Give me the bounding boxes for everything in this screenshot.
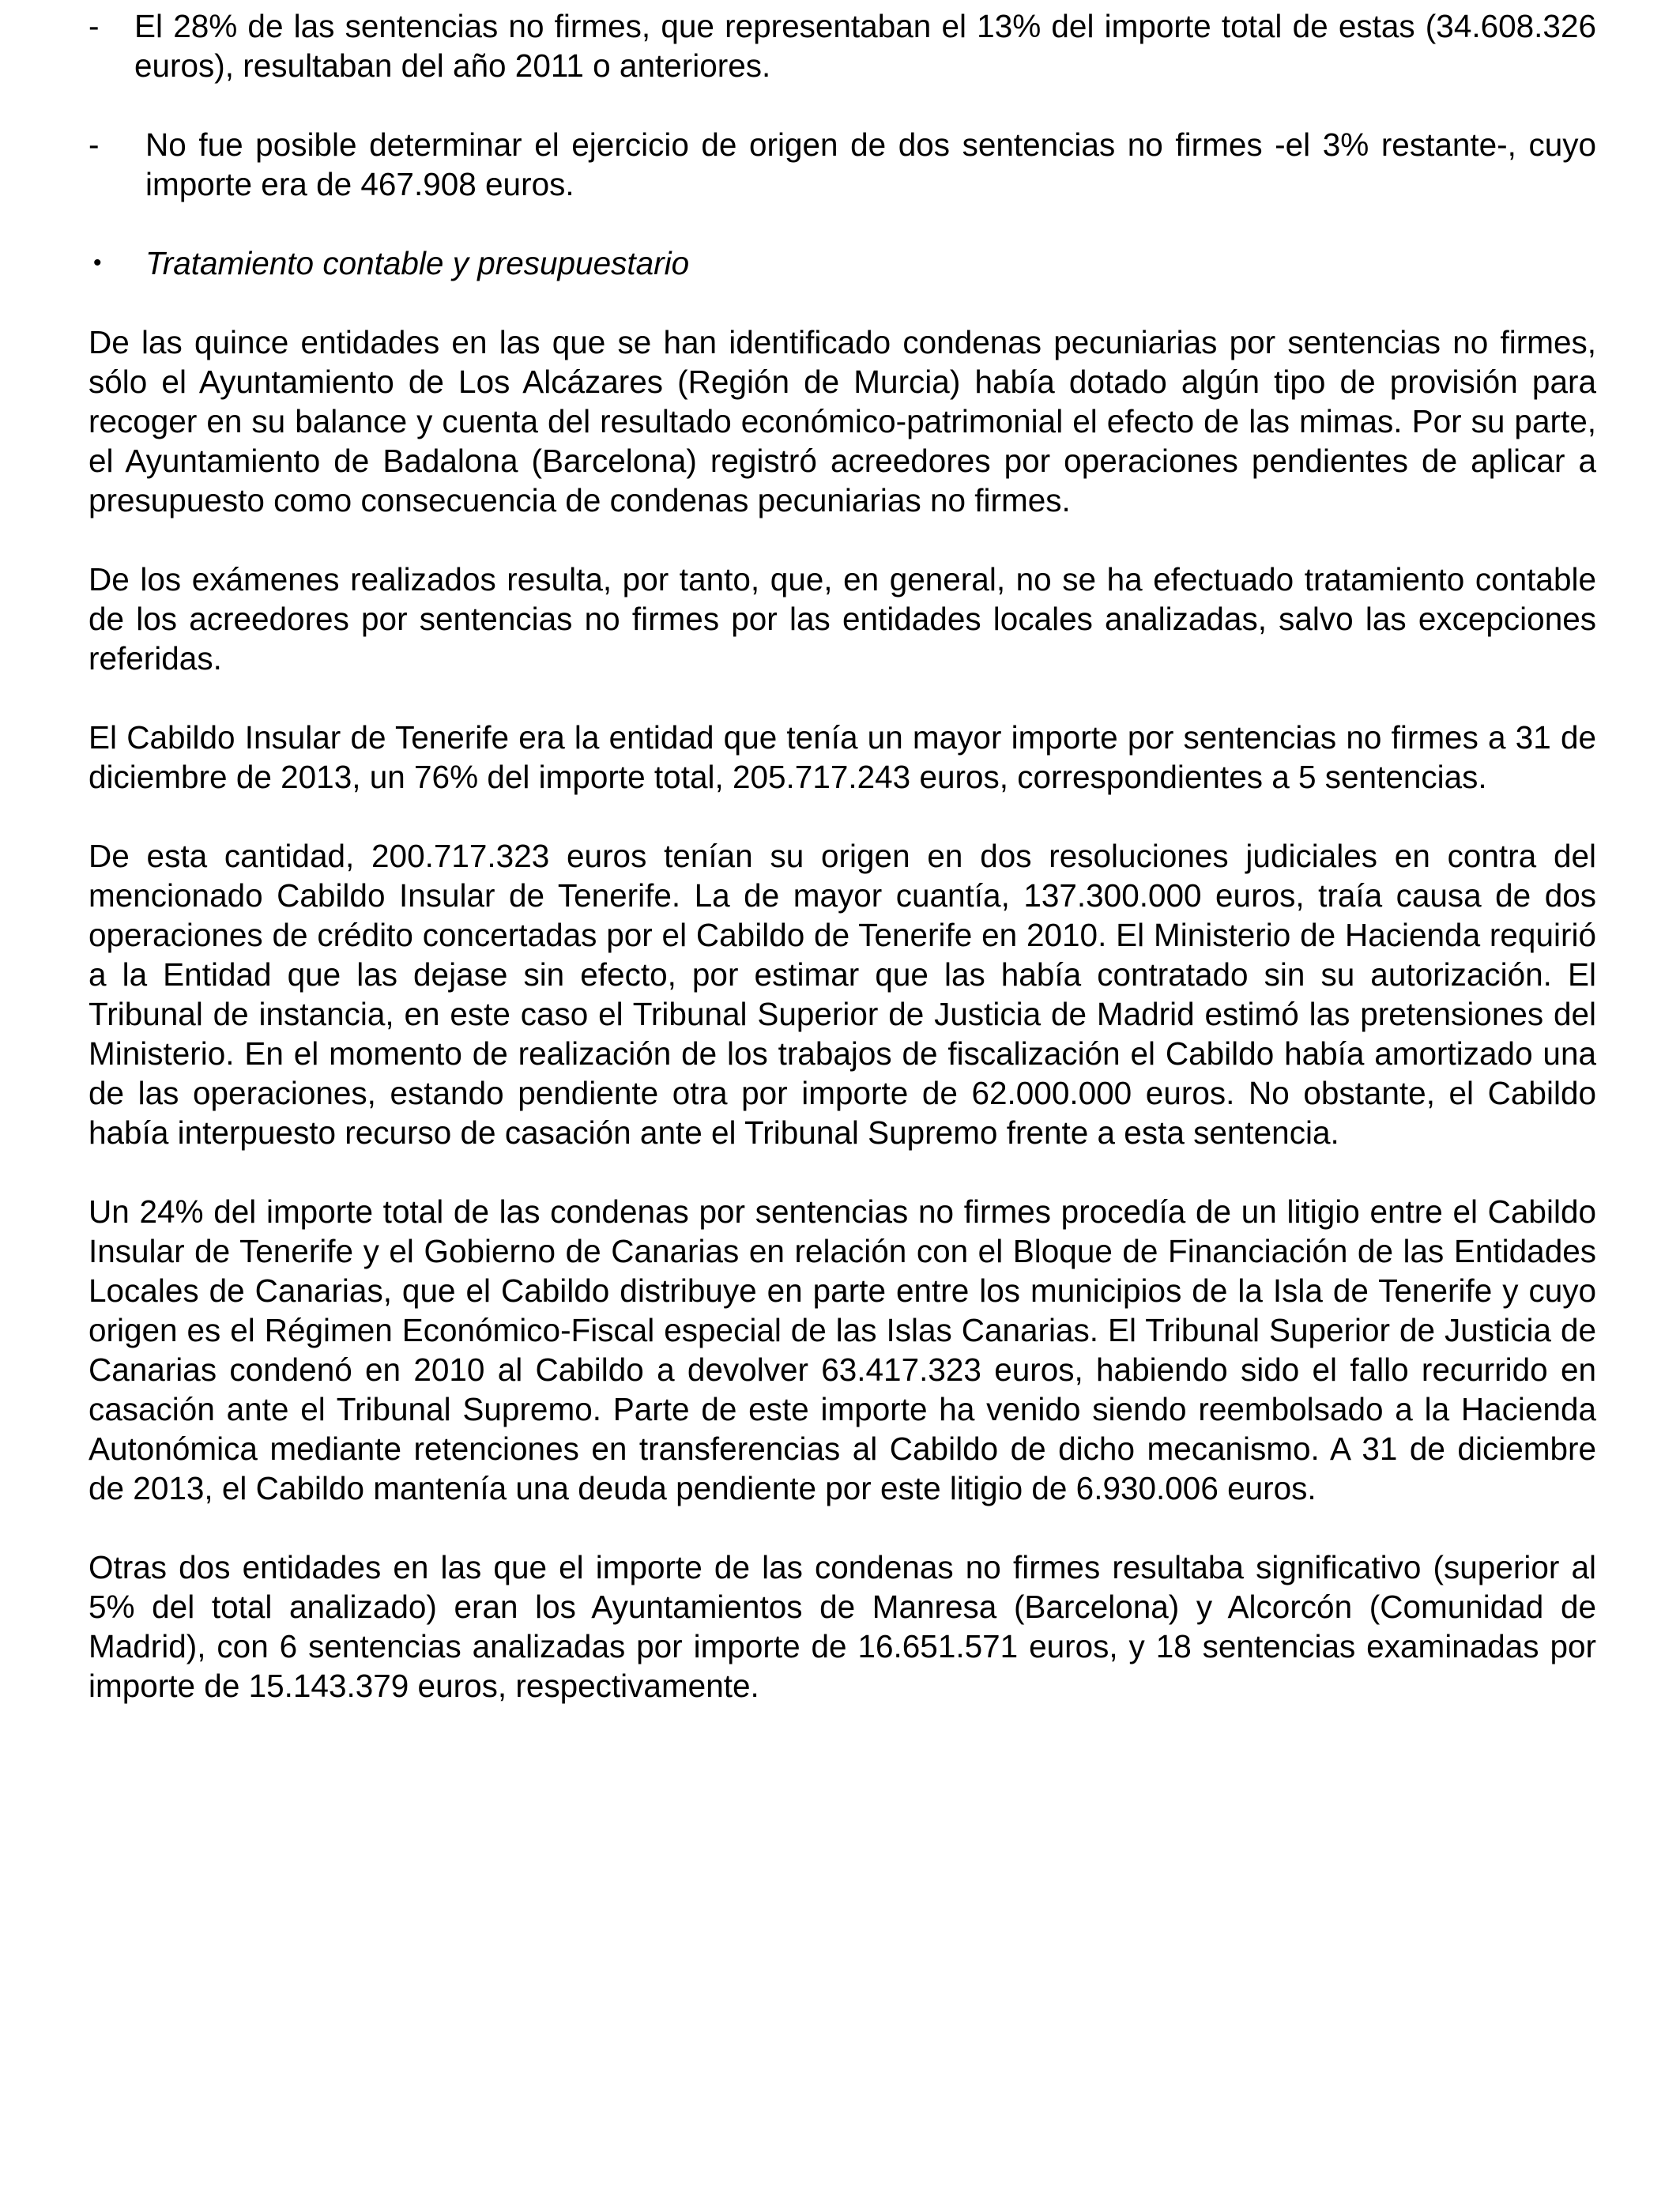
paragraph: De las quince entidades en las que se han identificado condenas pecuniarias por sentencias no firmes, sólo el Ayuntamiento de Los Alcázares (Región de Murcia) había dotado algún tipo de provisión para recoger en su balance y cuenta del resultado económico-patrimonial el efecto de las mimas. Por su parte, el Ayuntamiento de Badalona (Barcelona) registró acreedores por operaciones pendientes de aplicar a presupuesto como consecuencia de condenas pecuniarias no firmes. [89, 324, 1596, 518]
list-item [89, 125, 1596, 204]
dash-marker: - [89, 126, 100, 163]
bullet-marker: • [93, 250, 102, 276]
paragraph: El Cabildo Insular de Tenerife era la entidad que tenía un mayor importe por sentencias no firmes a 31 de diciembre de 2013, un 76% del importe total, 205.717.243 euros, correspondientes a 5 sentencias. [89, 719, 1596, 795]
list-item [89, 6, 1596, 85]
spacer [89, 85, 1596, 125]
spacer [89, 204, 1596, 243]
paragraph: De esta cantidad, 200.717.323 euros tenían su origen en dos resoluciones judiciales en contra del mencionado Cabildo Insular de Tenerife. La de mayor cuantía, 137.300.000 euros, traía causa de dos operaciones de crédito concertadas por el Cabildo de Tenerife en 2010. El Ministerio de Hacienda requirió a la Entidad que las dejase sin efecto, por estimar que las había contratado sin su autorización. El Tribunal de instancia, en este caso el Tribunal Superior de Justicia de Madrid estimó las pretensiones del Ministerio. En el momento de realización de los trabajos de fiscalización el Cabildo había amortizado una de las operaciones, estando pendiente otra por importe de 62.000.000 euros. No obstante, el Cabildo había interpuesto recurso de casación ante el Tribunal Supremo frente a esta sentencia. [89, 838, 1596, 1151]
spacer [89, 797, 1596, 836]
spacer [89, 1508, 1596, 1547]
document-page [89, 6, 1596, 1706]
paragraph: Otras dos entidades en las que el importe de las condenas no firmes resultaba significativo (superior al 5% del total analizado) eran los Ayuntamientos de Manresa (Barcelona) y Alcorcón (Comunidad de Madrid), con 6 sentencias analizadas por importe de 16.651.571 euros, y 18 sentencias examinadas por importe de 15.143.379 euros, respectivamente. [89, 1549, 1596, 1704]
spacer [89, 283, 1596, 322]
spacer [89, 678, 1596, 718]
paragraph: Un 24% del importe total de las condenas por sentencias no firmes procedía de un litigio entre el Cabildo Insular de Tenerife y el Gobierno de Canarias en relación con el Bloque de Financiación de las Entidades Locales de Canarias, que el Cabildo distribuye en parte entre los municipios de la Isla de Tenerife y cuyo origen es el Régimen Económico-Fiscal especial de las Islas Canarias. El Tribunal Superior de Justicia de Canarias condenó en 2010 al Cabildo a devolver 63.417.323 euros, habiendo sido el fallo recurrido en casación ante el Tribunal Supremo. Parte de este importe ha venido siendo reembolsado a la Hacienda Autonómica mediante retenciones en transferencias al Cabildo de dicho mecanismo. A 31 de diciembre de 2013, el Cabildo mantenía una deuda pendiente por este litigio de 6.930.006 euros. [89, 1193, 1596, 1506]
spacer [89, 520, 1596, 560]
section-heading-text: Tratamiento contable y presupuestario [145, 245, 690, 281]
spacer [89, 1152, 1596, 1192]
paragraph: De los exámenes realizados resulta, por tanto, que, en general, no se ha efectuado tratamiento contable de los acreedores por sentencias no firmes por las entidades locales analizadas, salvo las excepciones referidas. [89, 561, 1596, 677]
list-item-text: El 28% de las sentencias no firmes, que representaban el 13% del importe total de estas (34.608.326 euros), resultaban del año 2011 o anteriores. [134, 8, 1596, 84]
dash-marker: - [89, 8, 100, 44]
list-item-text: No fue posible determinar el ejercicio de origen de dos sentencias no firmes -el 3% restante-, cuyo importe era de 467.908 euros. [145, 126, 1596, 202]
section-heading [89, 243, 1596, 283]
